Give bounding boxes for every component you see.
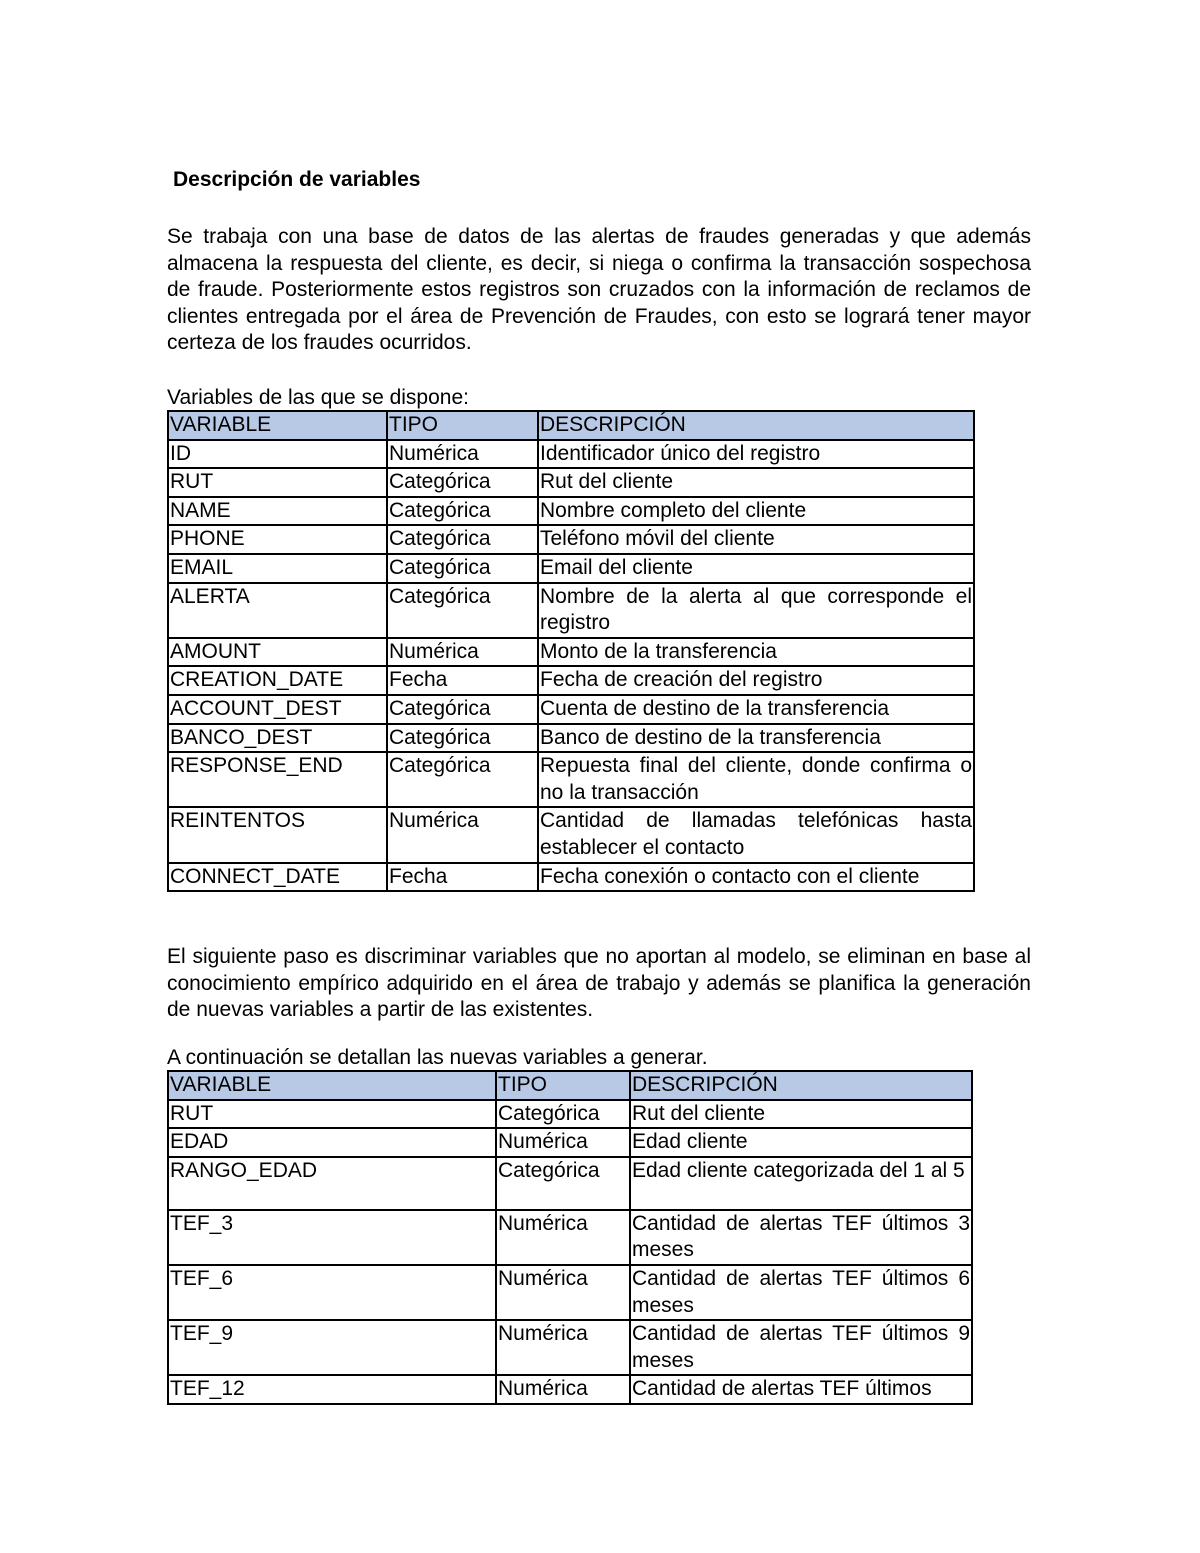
cell-variable: AMOUNT (168, 638, 387, 667)
table-header-row (168, 1071, 972, 1100)
cell-descripcion: Fecha de creación del registro (538, 666, 974, 695)
cell-descripcion: Repuesta final del cliente, donde confirma o no la transacción (538, 752, 974, 807)
table1-lead-text: Variables de las que se dispone: (167, 386, 469, 409)
table-row (168, 583, 974, 638)
table-row (168, 752, 974, 807)
cell-tipo: Categórica (387, 468, 538, 497)
table-row (168, 695, 974, 724)
cell-tipo: Numérica (496, 1320, 630, 1375)
cell-variable: RUT (168, 1100, 496, 1129)
cell-tipo: Categórica (387, 724, 538, 753)
cell-variable: ID (168, 440, 387, 469)
cell-variable: TEF_9 (168, 1320, 496, 1375)
new-variables-table (167, 1070, 973, 1405)
cell-descripcion: Identificador único del registro (538, 440, 974, 469)
cell-descripcion: Cantidad de alertas TEF últimos 9 meses (630, 1320, 972, 1375)
header-tipo: TIPO (496, 1071, 630, 1100)
cell-descripcion: Edad cliente (630, 1128, 972, 1157)
table-row (168, 1100, 972, 1129)
table-row (168, 525, 974, 554)
cell-descripcion: Monto de la transferencia (538, 638, 974, 667)
cell-variable: REINTENTOS (168, 807, 387, 862)
cell-tipo: Categórica (496, 1100, 630, 1129)
cell-variable: CONNECT_DATE (168, 863, 387, 892)
cell-descripcion: Cantidad de alertas TEF últimos (630, 1375, 972, 1404)
cell-descripcion: Edad cliente categorizada del 1 al 5 (630, 1157, 972, 1210)
intro-paragraph: Se trabaja con una base de datos de las alertas de fraudes generadas y que además almacena la respuesta del cliente, es decir, si niega o confirma la transacción sospechosa de fraude. Posteriormente estos registros son cruzados con la información de reclamos de clientes entregada por el área de Prevención de Fraudes, con esto se logrará tener mayor certeza de los fraudes ocurridos. (167, 225, 1031, 355)
table-row (168, 1210, 972, 1265)
cell-tipo: Numérica (496, 1375, 630, 1404)
table-row (168, 807, 974, 862)
cell-variable: RANGO_EDAD (168, 1157, 496, 1210)
cell-descripcion: Banco de destino de la transferencia (538, 724, 974, 753)
table-row (168, 1128, 972, 1157)
cell-tipo: Numérica (496, 1210, 630, 1265)
cell-tipo: Numérica (387, 440, 538, 469)
table-row (168, 1157, 972, 1210)
header-descripcion: DESCRIPCIÓN (630, 1071, 972, 1100)
cell-tipo: Numérica (387, 807, 538, 862)
cell-tipo: Categórica (496, 1157, 630, 1210)
table-row (168, 724, 974, 753)
cell-descripcion: Teléfono móvil del cliente (538, 525, 974, 554)
cell-tipo: Categórica (387, 497, 538, 526)
header-variable: VARIABLE (168, 411, 387, 440)
cell-variable: TEF_6 (168, 1265, 496, 1320)
cell-descripcion: Cantidad de llamadas telefónicas hasta establecer el contacto (538, 807, 974, 862)
table-header-row (168, 411, 974, 440)
cell-descripcion: Cantidad de alertas TEF últimos 6 meses (630, 1265, 972, 1320)
cell-tipo: Categórica (387, 752, 538, 807)
cell-variable: TEF_3 (168, 1210, 496, 1265)
cell-descripcion: Cuenta de destino de la transferencia (538, 695, 974, 724)
table-row (168, 497, 974, 526)
cell-variable: NAME (168, 497, 387, 526)
header-variable: VARIABLE (168, 1071, 496, 1100)
cell-descripcion: Nombre de la alerta al que corresponde el registro (538, 583, 974, 638)
cell-tipo: Categórica (387, 583, 538, 638)
cell-variable: RUT (168, 468, 387, 497)
header-tipo: TIPO (387, 411, 538, 440)
cell-tipo: Numérica (496, 1128, 630, 1157)
cell-tipo: Categórica (387, 554, 538, 583)
table-row (168, 1375, 972, 1404)
cell-descripcion: Rut del cliente (538, 468, 974, 497)
cell-descripcion: Nombre completo del cliente (538, 497, 974, 526)
cell-descripcion: Cantidad de alertas TEF últimos 3 meses (630, 1210, 972, 1265)
cell-variable: EDAD (168, 1128, 496, 1157)
cell-variable: CREATION_DATE (168, 666, 387, 695)
table-row (168, 554, 974, 583)
header-descripcion: DESCRIPCIÓN (538, 411, 974, 440)
cell-variable: RESPONSE_END (168, 752, 387, 807)
table2-lead-text: A continuación se detallan las nuevas variables a generar. (167, 1046, 708, 1069)
cell-tipo: Numérica (387, 638, 538, 667)
cell-descripcion: Fecha conexión o contacto con el cliente (538, 863, 974, 892)
cell-descripcion: Email del cliente (538, 554, 974, 583)
cell-variable: TEF_12 (168, 1375, 496, 1404)
table-row (168, 1265, 972, 1320)
cell-variable: ACCOUNT_DEST (168, 695, 387, 724)
cell-variable: PHONE (168, 525, 387, 554)
cell-tipo: Fecha (387, 863, 538, 892)
table-row (168, 440, 974, 469)
cell-tipo: Numérica (496, 1265, 630, 1320)
table-row (168, 468, 974, 497)
cell-tipo: Categórica (387, 695, 538, 724)
cell-variable: BANCO_DEST (168, 724, 387, 753)
cell-tipo: Fecha (387, 666, 538, 695)
table-row (168, 863, 974, 892)
cell-variable: EMAIL (168, 554, 387, 583)
section-heading: Descripción de variables (173, 168, 421, 191)
cell-descripcion: Rut del cliente (630, 1100, 972, 1129)
cell-variable: ALERTA (168, 583, 387, 638)
table-row (168, 1320, 972, 1375)
table-row (168, 666, 974, 695)
middle-paragraph: El siguiente paso es discriminar variables que no aportan al modelo, se eliminan en base al conocimiento empírico adquirido en el área de trabajo y además se planifica la generación de nuevas variables a partir de las existentes. (167, 945, 1031, 1022)
table-row (168, 638, 974, 667)
cell-tipo: Categórica (387, 525, 538, 554)
existing-variables-table (167, 410, 975, 892)
